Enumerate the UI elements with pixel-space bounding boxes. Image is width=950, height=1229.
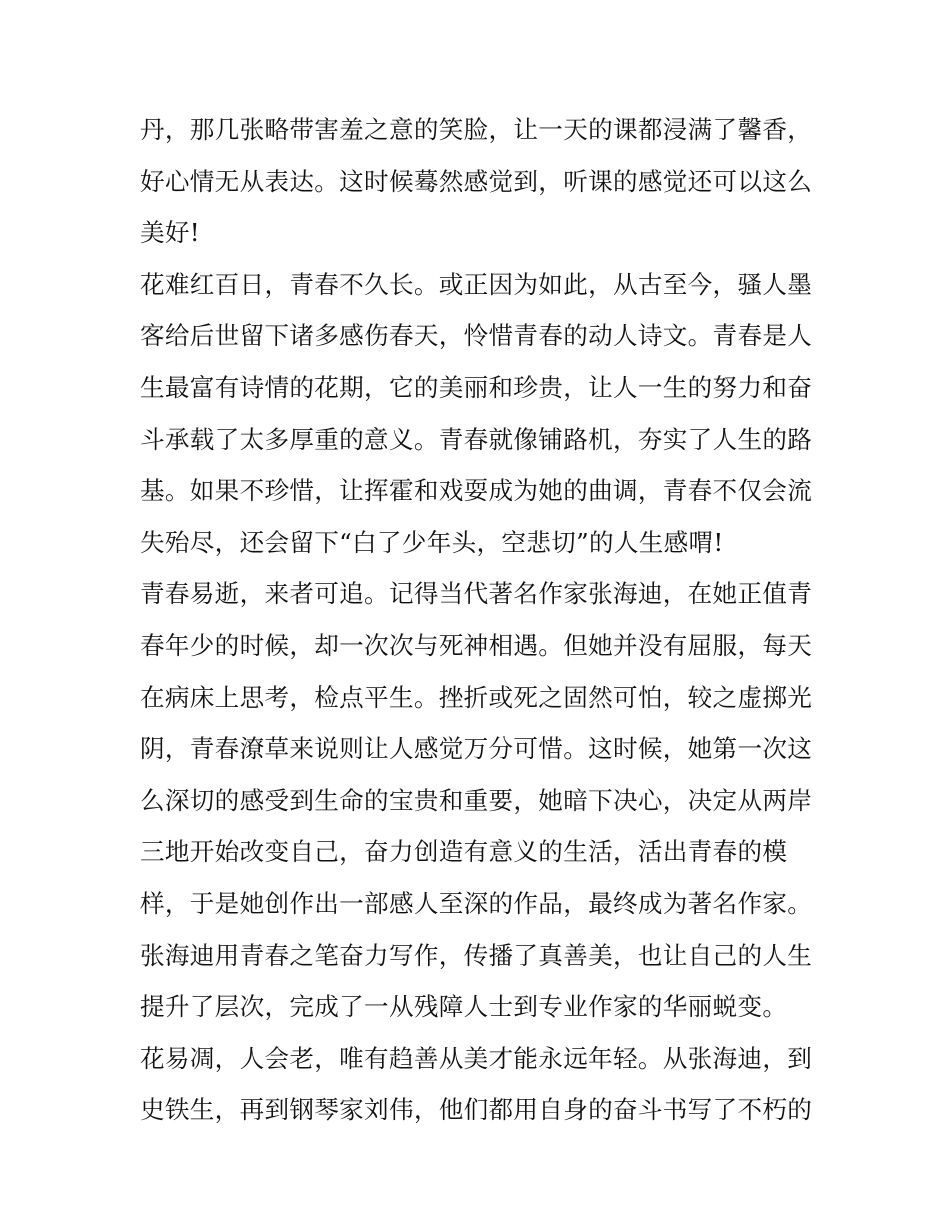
- text-line: 基。如果不珍惜，让挥霍和戏耍成为她的曲调，青春不仅会流: [140, 476, 813, 506]
- text-line: 么深切的感受到生命的宝贵和重要，她暗下决心，决定从两岸: [140, 785, 813, 815]
- text-line: 花难红百日，青春不久长。或正因为如此，从古至今，骚人墨: [140, 269, 813, 299]
- text-line: 丹，那几张略带害羞之意的笑脸，让一天的课都浸满了馨香，: [140, 115, 813, 144]
- text-line: 花易凋，人会老，唯有趋善从美才能永远年轻。从张海迪，到: [140, 1043, 813, 1073]
- text-line: 好心情无从表达。这时候蓦然感觉到，听课的感觉还可以这么: [140, 166, 813, 196]
- text-line: 斗承载了太多厚重的意义。青春就像铺路机，夯实了人生的路: [140, 424, 813, 454]
- text-line: 失殆尽，还会留下“白了少年头，空悲切”的人生感喟!: [140, 527, 724, 557]
- text-line: 在病床上思考，检点平生。挫折或死之固然可怕，较之虚掷光: [140, 682, 813, 712]
- text-line: 提升了层次，完成了一从残障人士到专业作家的华丽蜕变。: [140, 992, 788, 1022]
- text-line: 张海迪用青春之笔奋力写作，传播了真善美，也让自己的人生: [140, 940, 813, 970]
- body-text: [140, 104, 820, 1136]
- text-line: 阴，青春潦草来说则让人感觉万分可惜。这时候，她第一次这: [140, 734, 813, 764]
- text-line: 生最富有诗情的花期，它的美丽和珍贵，让人一生的努力和奋: [140, 372, 813, 402]
- text-line: 美好!: [140, 218, 200, 248]
- text-line: 春年少的时候，却一次次与死神相遇。但她并没有屈服，每天: [140, 630, 813, 660]
- text-line: 客给后世留下诸多感伤春天，怜惜青春的动人诗文。青春是人: [140, 321, 813, 351]
- text-line: 三地开始改变自己，奋力创造有意义的生活，活出青春的模: [140, 837, 788, 867]
- text-line: 史铁生，再到钢琴家刘伟，他们都用自身的奋斗书写了不朽的: [140, 1095, 813, 1125]
- text-line: 青春易逝，来者可追。记得当代著名作家张海迪，在她正值青: [140, 579, 813, 609]
- text-line: 样，于是她创作出一部感人至深的作品，最终成为著名作家。: [140, 888, 813, 918]
